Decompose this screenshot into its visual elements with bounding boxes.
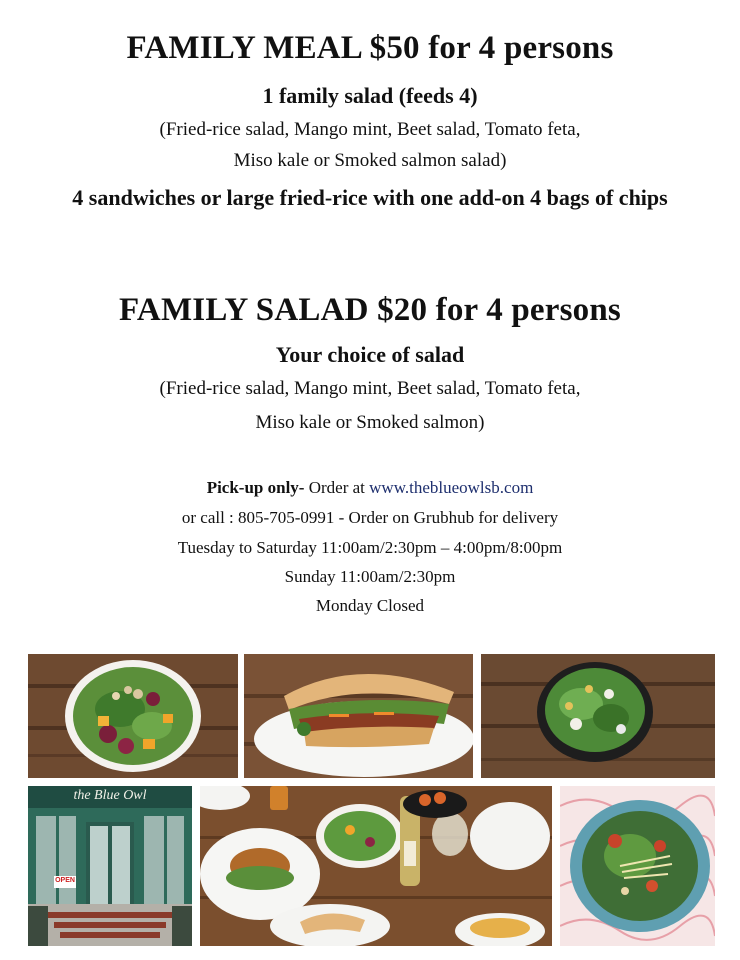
storefront-photo (28, 786, 192, 946)
storefront-sign: the Blue Owl (73, 788, 147, 803)
pickup-label: Pick-up only- (206, 478, 305, 497)
family-salad-title: FAMILY SALAD $20 for 4 persons (119, 292, 621, 328)
family-meal-salad-heading: 1 family salad (feeds 4) (262, 83, 478, 108)
beet-salad-photo (28, 654, 238, 778)
food-spread-photo (200, 786, 552, 946)
website-link[interactable]: www.theblueowlsb.com (369, 478, 534, 497)
family-salad-choice-heading: Your choice of salad (275, 342, 465, 367)
noodle-salad-photo (560, 786, 715, 946)
family-meal-title: FAMILY MEAL $50 for 4 persons (126, 30, 614, 66)
pickup-line (0, 478, 740, 498)
family-meal-sandwiches: 4 sandwiches or large fried-rice with one add-on 4 bags of chips (72, 185, 668, 210)
family-meal-options-line1: (Fried-rice salad, Mango mint, Beet salad, Tomato feta, (159, 119, 581, 140)
hours-monday: Monday Closed (315, 596, 425, 615)
order-at-text: Order at (308, 478, 365, 497)
sandwich-photo (244, 654, 473, 778)
call-line: or call : 805-705-0991 - Order on Grubhub for delivery (181, 508, 559, 527)
family-meal-options-line2: Miso kale or Smoked salmon salad) (233, 150, 507, 171)
hours-sunday: Sunday 11:00am/2:30pm (284, 567, 456, 586)
family-salad-options-line1: (Fried-rice salad, Mango mint, Beet salad, Tomato feta, (159, 378, 581, 399)
open-sign: OPEN (55, 877, 75, 884)
kale-salad-photo (481, 654, 715, 778)
hours-weekdays: Tuesday to Saturday 11:00am/2:30pm – 4:00pm/8:00pm (177, 538, 563, 557)
family-salad-options-line2: Miso kale or Smoked salmon) (255, 412, 485, 433)
